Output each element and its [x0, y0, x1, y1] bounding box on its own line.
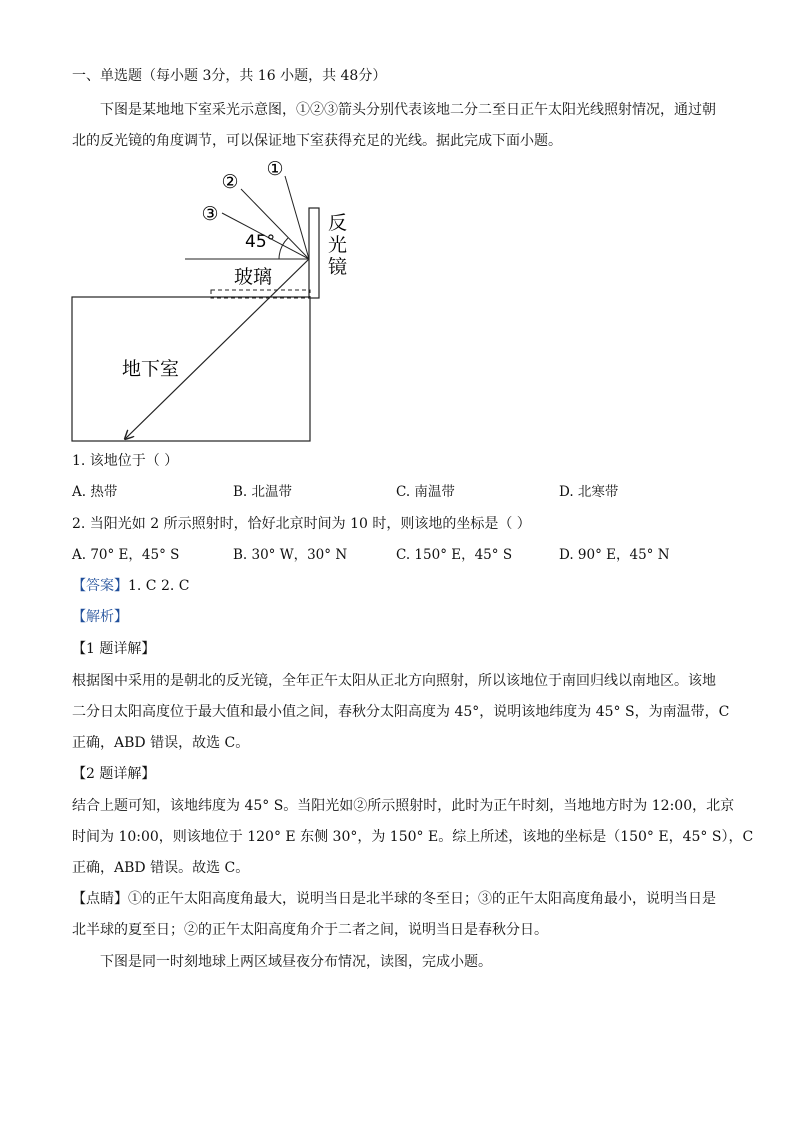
intro-2: 下图是同一时刻地球上两区域昼夜分布情况，读图，完成小题。	[100, 954, 492, 970]
detail-1-line-1: 根据图中采用的是朝北的反光镜，全年正午太阳从正北方向照射，所以该地位于南回归线以南地区。该地	[72, 673, 716, 689]
tip-row	[72, 889, 716, 909]
mirror-label-1: 反	[328, 212, 348, 234]
ray-label-3: ③	[201, 203, 219, 225]
analysis-tag: 【解析】	[72, 609, 128, 625]
tip-line-1: ①的正午太阳高度角最大，说明当日是北半球的冬至日；③的正午太阳高度角最小，说明当日是	[128, 891, 716, 907]
detail-2-line-1: 结合上题可知，该地纬度为 45° S。当阳光如②所示照射时，此时为正午时刻，当地地方时为 12:00，北京	[72, 798, 735, 814]
intro-line-1: 下图是某地地下室采光示意图，①②③箭头分别代表该地二分二至日正午太阳光线照射情况，通过朝	[100, 102, 716, 118]
tip-tag: 【点睛】	[72, 891, 128, 907]
question-1-stem: 1. 该地位于（ ）	[72, 453, 179, 469]
q2-option-a: A. 70° E，45° S	[72, 547, 180, 563]
q2-option-c: C. 150° E，45° S	[396, 547, 513, 563]
mirror-label-3: 镜	[328, 256, 348, 278]
q2-option-b: B. 30° W，30° N	[233, 547, 348, 563]
q1-option-d: D. 北寒带	[559, 484, 619, 500]
answer-tag: 【答案】	[72, 578, 128, 594]
detail-2-line-2: 时间为 10:00，则该地位于 120° E 东侧 30°，为 150° E。综上所述，该地的坐标是（150° E，45° S），C	[72, 829, 754, 845]
q1-option-c: C. 南温带	[396, 484, 455, 500]
q1-option-a: A. 热带	[72, 484, 118, 500]
answer-text: 1. C 2. C	[128, 578, 190, 594]
mirror-label-2: 光	[328, 234, 348, 256]
angle-arc	[279, 238, 288, 259]
detail-1-line-3: 正确，ABD 错误，故选 C。	[72, 735, 250, 751]
section-title: 一、单选题（每小题 3分，共 16 小题，共 48分）	[72, 68, 387, 84]
basement-label: 地下室	[122, 358, 180, 380]
q1-option-b: B. 北温带	[233, 484, 293, 500]
detail-1-title: 【1 题详解】	[72, 641, 156, 657]
question-2-stem: 2. 当阳光如 2 所示照射时，恰好北京时间为 10 时，则该地的坐标是（ ）	[72, 516, 531, 532]
reflected-ray	[125, 259, 309, 439]
ray-label-2: ②	[221, 171, 239, 193]
basement-lighting-diagram	[60, 150, 380, 450]
ray-label-1: ①	[266, 158, 284, 180]
mirror	[309, 208, 319, 298]
tip-line-2: 北半球的夏至日；②的正午太阳高度角介于二者之间，说明当日是春秋分日。	[72, 922, 548, 938]
glass-label: 玻璃	[234, 266, 273, 288]
basement-box	[72, 297, 310, 441]
detail-2-title: 【2 题详解】	[72, 766, 156, 782]
answer-row	[72, 576, 190, 596]
detail-2-line-3: 正确，ABD 错误。故选 C。	[72, 860, 250, 876]
intro-line-2: 北的反光镜的角度调节，可以保证地下室获得充足的光线。据此完成下面小题。	[72, 133, 562, 149]
angle-label: 45°	[245, 232, 276, 252]
q2-option-d: D. 90° E，45° N	[559, 547, 670, 563]
detail-1-line-2: 二分日太阳高度位于最大值和最小值之间，春秋分太阳高度为 45°，说明该地纬度为 45° S，为南温带，C	[72, 704, 730, 720]
